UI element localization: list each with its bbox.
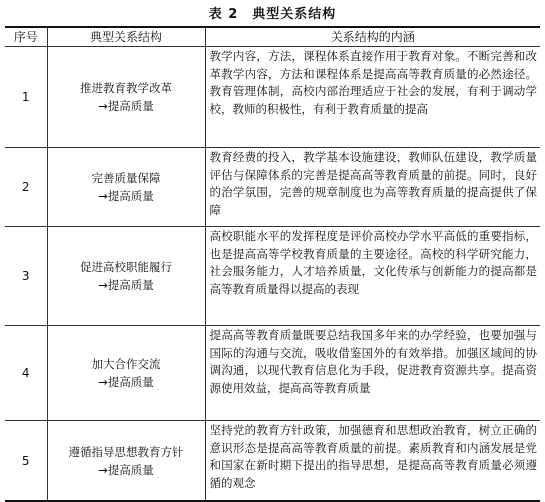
row-relation	[47, 227, 205, 326]
relation-line1: 推进教育教学改革	[80, 81, 172, 95]
row-relation	[47, 326, 205, 421]
row-content: 教学内容，方法，课程体系直接作用于教育对象。不断完善和改革教学内容，方法和课程体系是提高高等教育质量的必然途径。教育管理体制，高校内部治理适应于社会的发展，有利于调动学校，教师的积极性，有利于教育质量的提高	[205, 47, 540, 148]
row-seq: 2	[5, 148, 47, 227]
relation-line2: →提高质量	[98, 189, 154, 203]
relation-line1: 促进高校职能履行	[80, 260, 172, 274]
row-relation	[47, 421, 205, 502]
relation-structure-table	[5, 26, 540, 502]
row-seq: 5	[5, 421, 47, 502]
row-relation	[47, 47, 205, 148]
table-row	[5, 227, 540, 326]
relation-line2: →提高质量	[98, 99, 154, 113]
row-content: 提高高等教育质量既要总结我国多年来的办学经验，也要加强与国际的沟通与交流，吸收借鉴国外的有效举措。加强区域间的协调沟通，以现代教育信息化为手段，促进教育资源共享。提高资源使用效益，提高高等教育质量	[205, 326, 540, 421]
relation-line1: 完善质量保障	[91, 171, 161, 185]
row-content: 高校职能水平的发挥程度是评价高校办学水平高低的重要指标，也是提高高等学校教育质量的主要途径。高校的科学研究能力，社会服务能力，人才培养质量，文化传承与创新能力的提高都是高等教育质量得以提高的表现	[205, 227, 540, 326]
relation-line1: 加大合作交流	[91, 357, 161, 371]
row-content: 教育经费的投入，教学基本设施建设，教师队伍建设，教学质量评估与保障体系的完善是提高高等教育质量的前提。同时，良好的治学氛围，完善的规章制度也为高等教育质量的提高提供了保障	[205, 148, 540, 227]
table-row	[5, 47, 540, 148]
row-seq: 3	[5, 227, 47, 326]
relation-line2: →提高质量	[98, 375, 154, 389]
table-row	[5, 148, 540, 227]
table-row	[5, 421, 540, 502]
header-content: 关系结构的内涵	[205, 27, 540, 47]
header-relation: 典型关系结构	[47, 27, 205, 47]
row-relation	[47, 148, 205, 227]
relation-line1: 遵循指导思想教育方针	[68, 444, 184, 459]
relation-line2: →提高质量	[98, 278, 154, 292]
table-header-row	[5, 27, 540, 47]
table-row	[5, 326, 540, 421]
row-seq: 1	[5, 47, 47, 148]
relation-line2: →提高质量	[98, 462, 154, 477]
header-seq: 序号	[5, 27, 47, 47]
table-caption: 表 2 典型关系结构	[208, 7, 337, 22]
row-content: 坚持党的教育方针政策，加强德育和思想政治教育，树立正确的意识形态是提高高等教育质量的前提。素质教育和内涵发展是党和国家在新时期下提出的指导思想，是提高高等教育质量必须遵循的观念	[205, 421, 540, 502]
row-seq: 4	[5, 326, 47, 421]
